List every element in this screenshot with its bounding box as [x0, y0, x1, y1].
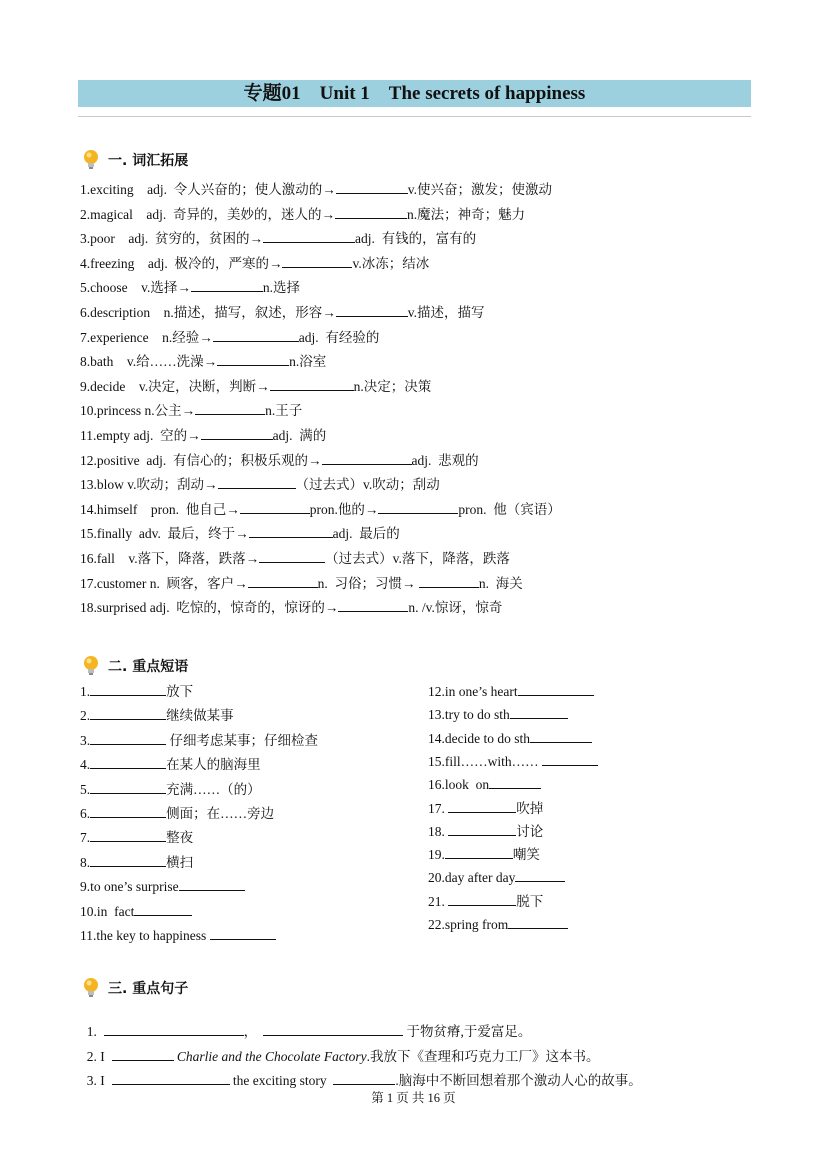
answer-blank[interactable]	[508, 915, 568, 929]
vocab-text: n.王子	[265, 403, 303, 419]
answer-blank[interactable]	[510, 705, 568, 719]
answer-blank[interactable]	[263, 229, 355, 243]
answer-blank[interactable]	[217, 352, 289, 366]
answer-blank[interactable]	[448, 822, 516, 836]
vocab-text: n.选择	[262, 280, 300, 296]
answer-blank[interactable]	[90, 853, 166, 867]
answer-blank[interactable]	[90, 731, 166, 745]
lightbulb-icon	[80, 148, 102, 172]
vocab-text: v.冰冻；结冰	[352, 255, 430, 271]
phrase-text: 12.in one’s heart	[428, 684, 518, 699]
phrase-item	[428, 752, 598, 771]
phrase-text: 充满……（的）	[166, 781, 261, 797]
phrase-text: 讨论	[516, 823, 544, 839]
phrase-text: 20.day after day	[428, 870, 516, 886]
vocab-item	[80, 303, 485, 322]
book-title: Charlie and the Chocolate Factory	[176, 1049, 367, 1064]
vocab-item	[80, 328, 379, 347]
answer-blank[interactable]	[322, 451, 412, 465]
phrase-item	[80, 853, 193, 872]
answer-blank[interactable]	[530, 729, 592, 743]
phrase-text: 5.	[80, 781, 91, 797]
vocab-item	[80, 278, 300, 297]
phrase-text: 15.fill……with……	[428, 753, 542, 769]
phrase-item	[80, 804, 274, 823]
phrase-item	[428, 915, 568, 934]
phrase-item	[80, 828, 193, 847]
vocab-text: 7.experience n.经验→	[80, 329, 213, 345]
vocab-text: n.浴室	[289, 354, 327, 370]
phrase-item	[428, 775, 541, 794]
vocab-item	[80, 254, 429, 273]
phrase-text: 仔细考虑某事；仔细检查	[166, 732, 318, 748]
vocab-text: （过去式）v.吹动；刮动	[295, 477, 440, 493]
answer-blank[interactable]	[249, 524, 333, 538]
answer-blank[interactable]	[515, 868, 565, 882]
answer-blank[interactable]	[336, 303, 408, 317]
phrase-text: 脱下	[516, 893, 544, 909]
sentence-text: 1.	[86, 1024, 104, 1039]
phrase-text: 8.	[80, 854, 91, 870]
phrase-text: 整夜	[166, 830, 194, 846]
answer-blank[interactable]	[112, 1071, 230, 1085]
phrase-text: 3.	[80, 732, 91, 748]
vocab-item	[80, 180, 552, 199]
phrase-text: 1.	[80, 684, 91, 699]
vocab-item	[80, 524, 400, 543]
vocab-text: pron. 他（宾语）	[458, 501, 561, 517]
vocab-item	[80, 401, 302, 420]
answer-blank[interactable]	[419, 574, 479, 588]
phrase-item	[80, 731, 318, 750]
answer-blank[interactable]	[201, 426, 273, 440]
phrase-item	[428, 892, 543, 911]
vocab-item	[80, 426, 326, 445]
answer-blank[interactable]	[90, 682, 166, 696]
vocab-text: 3.poor adj. 贫穷的，贫困的→	[80, 231, 263, 247]
answer-blank[interactable]	[90, 706, 166, 720]
vocab-item	[80, 500, 561, 519]
phrase-text: 11.the key to happiness	[80, 928, 210, 943]
phrase-item	[428, 845, 540, 864]
phrase-text: 16.look on	[428, 777, 490, 793]
answer-blank[interactable]	[248, 574, 318, 588]
vocab-text: n. 习俗；习惯→	[317, 575, 419, 591]
answer-blank[interactable]	[134, 902, 192, 916]
answer-blank[interactable]	[191, 278, 263, 292]
phrase-item	[428, 799, 543, 818]
phrase-text: 19.	[428, 847, 445, 863]
answer-blank[interactable]	[333, 1071, 395, 1085]
vocab-item	[80, 574, 523, 593]
answer-blank[interactable]	[90, 804, 166, 818]
section-title: 三. 重点句子	[108, 981, 189, 997]
answer-blank[interactable]	[542, 752, 598, 766]
phrase-text: 6.	[80, 806, 91, 821]
title-divider	[78, 116, 751, 117]
vocab-item	[80, 352, 326, 371]
answer-blank[interactable]	[259, 549, 325, 563]
vocab-text: adj. 悲观的	[411, 452, 479, 468]
answer-blank[interactable]	[90, 780, 166, 794]
answer-blank[interactable]	[445, 845, 513, 859]
vocab-item	[80, 475, 440, 494]
vocab-text: n. /v.惊讶，惊奇	[408, 600, 503, 616]
phrase-item	[428, 868, 565, 887]
phrase-text: 17.	[428, 800, 449, 816]
phrase-item	[80, 877, 245, 896]
vocab-text: 4.freezing adj. 极冷的，严寒的→	[80, 255, 283, 271]
sentence-text: 于物贫瘠,于爱富足。	[403, 1024, 532, 1039]
phrase-text: 嘲笑	[512, 847, 540, 863]
answer-blank[interactable]	[335, 205, 407, 219]
answer-blank[interactable]	[336, 180, 408, 194]
answer-blank[interactable]	[518, 682, 594, 696]
phrase-item	[428, 822, 543, 841]
vocab-item	[80, 229, 476, 248]
phrase-text: 继续做某事	[166, 708, 234, 724]
vocab-text: 17.customer n. 顾客，客户→	[80, 575, 248, 591]
vocab-item	[80, 549, 510, 568]
vocab-text: 18.surprised adj. 吃惊的，惊奇的，惊讶的→	[80, 600, 339, 616]
phrase-text: 10.in fact	[80, 903, 135, 919]
vocab-text: 8.bath v.给……洗澡→	[80, 354, 218, 370]
phrase-text: 13.try to do sth	[428, 707, 510, 723]
vocab-text: pron.他的→	[309, 501, 379, 517]
answer-blank[interactable]	[448, 799, 516, 813]
vocab-text: 14.himself pron. 他自己→	[80, 501, 240, 517]
vocab-text: adj. 有经验的	[298, 329, 380, 345]
vocab-text: 10.princess n.公主→	[80, 403, 196, 419]
vocab-text: v.使兴奋；激发；使激动	[407, 182, 552, 197]
phrase-text: 14.decide to do sth	[428, 730, 530, 746]
phrase-text: 2.	[80, 708, 91, 724]
vocab-text: 16.fall v.落下，降落，跌落→	[80, 551, 260, 566]
answer-blank[interactable]	[90, 755, 166, 769]
vocab-text: n.决定；决策	[353, 378, 432, 394]
lightbulb-icon	[80, 654, 102, 678]
vocab-text: 15.finally adv. 最后，终于→	[80, 526, 249, 542]
section-phrases-header	[80, 654, 188, 678]
sentence-text: 3. I	[86, 1073, 112, 1088]
phrase-text: 横扫	[166, 854, 194, 870]
vocab-item	[80, 377, 431, 396]
section-title: 二. 重点短语	[108, 659, 189, 675]
answer-blank[interactable]	[210, 926, 276, 940]
phrase-item	[80, 755, 261, 774]
vocab-text: 6.description n.描述，描写，叙述，形容→	[80, 305, 336, 320]
answer-blank[interactable]	[240, 500, 310, 514]
vocab-text: （过去式）v.落下，降落，跌落	[325, 551, 510, 566]
vocab-text: 2.magical adj. 奇异的，美妙的，迷人的→	[80, 206, 335, 222]
phrase-item	[80, 682, 193, 701]
answer-blank[interactable]	[90, 828, 166, 842]
answer-blank[interactable]	[338, 598, 408, 612]
phrase-item	[80, 706, 234, 725]
phrase-text: 7.	[80, 830, 91, 846]
lightbulb-icon	[80, 976, 102, 1000]
vocab-text: v.描述，描写	[407, 305, 485, 320]
vocab-text: adj. 满的	[272, 428, 327, 443]
vocab-text: 9.decide v.决定，决断，判断→	[80, 378, 270, 394]
phrase-item	[80, 902, 192, 921]
answer-blank[interactable]	[448, 892, 516, 906]
phrase-text: 22.spring from	[428, 917, 509, 932]
answer-blank[interactable]	[179, 877, 245, 891]
sentence-text: 2. I	[86, 1049, 112, 1064]
vocab-text: n.魔法；神奇；魅力	[406, 206, 526, 222]
phrase-text: 在某人的脑海里	[166, 757, 261, 773]
vocab-text: 5.choose v.选择→	[80, 280, 191, 296]
vocab-item	[80, 598, 502, 617]
sentence-text: ，	[243, 1024, 258, 1039]
phrase-text: 放下	[166, 684, 194, 699]
phrase-text: 4.	[80, 757, 91, 773]
answer-blank[interactable]	[378, 500, 458, 514]
answer-blank[interactable]	[195, 401, 265, 415]
phrase-text: 21.	[428, 893, 449, 909]
phrase-item	[80, 926, 276, 945]
vocab-text: 12.positive adj. 有信心的；积极乐观的→	[80, 452, 322, 468]
sentence-3	[80, 1053, 642, 1090]
vocab-text: adj. 有钱的，富有的	[355, 231, 477, 247]
vocab-item	[80, 451, 479, 470]
phrase-item	[428, 682, 594, 701]
vocab-text: 1.exciting adj. 令人兴奋的；使人激动的→	[80, 182, 336, 197]
answer-blank[interactable]	[270, 377, 354, 391]
page-footer: 第 1 页 共 16 页	[371, 1091, 456, 1105]
sentence-text: .脑海中不断回想着那个激动人心的故事。	[395, 1073, 642, 1088]
vocab-text: adj. 最后的	[332, 526, 400, 542]
vocab-item	[80, 205, 525, 224]
vocab-text: n. 海关	[478, 575, 523, 591]
section-title: 一. 词汇拓展	[108, 153, 189, 169]
answer-blank[interactable]	[218, 475, 296, 489]
answer-blank[interactable]	[213, 328, 299, 342]
phrase-text: 18.	[428, 823, 449, 839]
vocab-text: 13.blow v.吹动；刮动→	[80, 477, 218, 493]
page-title: 专题01 Unit 1 The secrets of happiness	[78, 80, 751, 107]
phrase-item	[428, 705, 568, 724]
answer-blank[interactable]	[489, 775, 541, 789]
vocab-text: 11.empty adj. 空的→	[80, 428, 201, 443]
section-vocab-header	[80, 148, 188, 172]
phrase-text: 9.to one’s surprise	[80, 879, 179, 895]
phrase-text: 吹掉	[516, 800, 544, 816]
sentence-text: .我放下《查理和巧克力工厂》这本书。	[366, 1049, 600, 1064]
answer-blank[interactable]	[282, 254, 352, 268]
phrase-item	[428, 729, 592, 748]
phrase-text: 侧面；在……旁边	[166, 806, 275, 821]
phrase-item	[80, 780, 261, 799]
section-sentences-header	[80, 976, 188, 1000]
sentence-text: the exciting story	[229, 1073, 334, 1088]
